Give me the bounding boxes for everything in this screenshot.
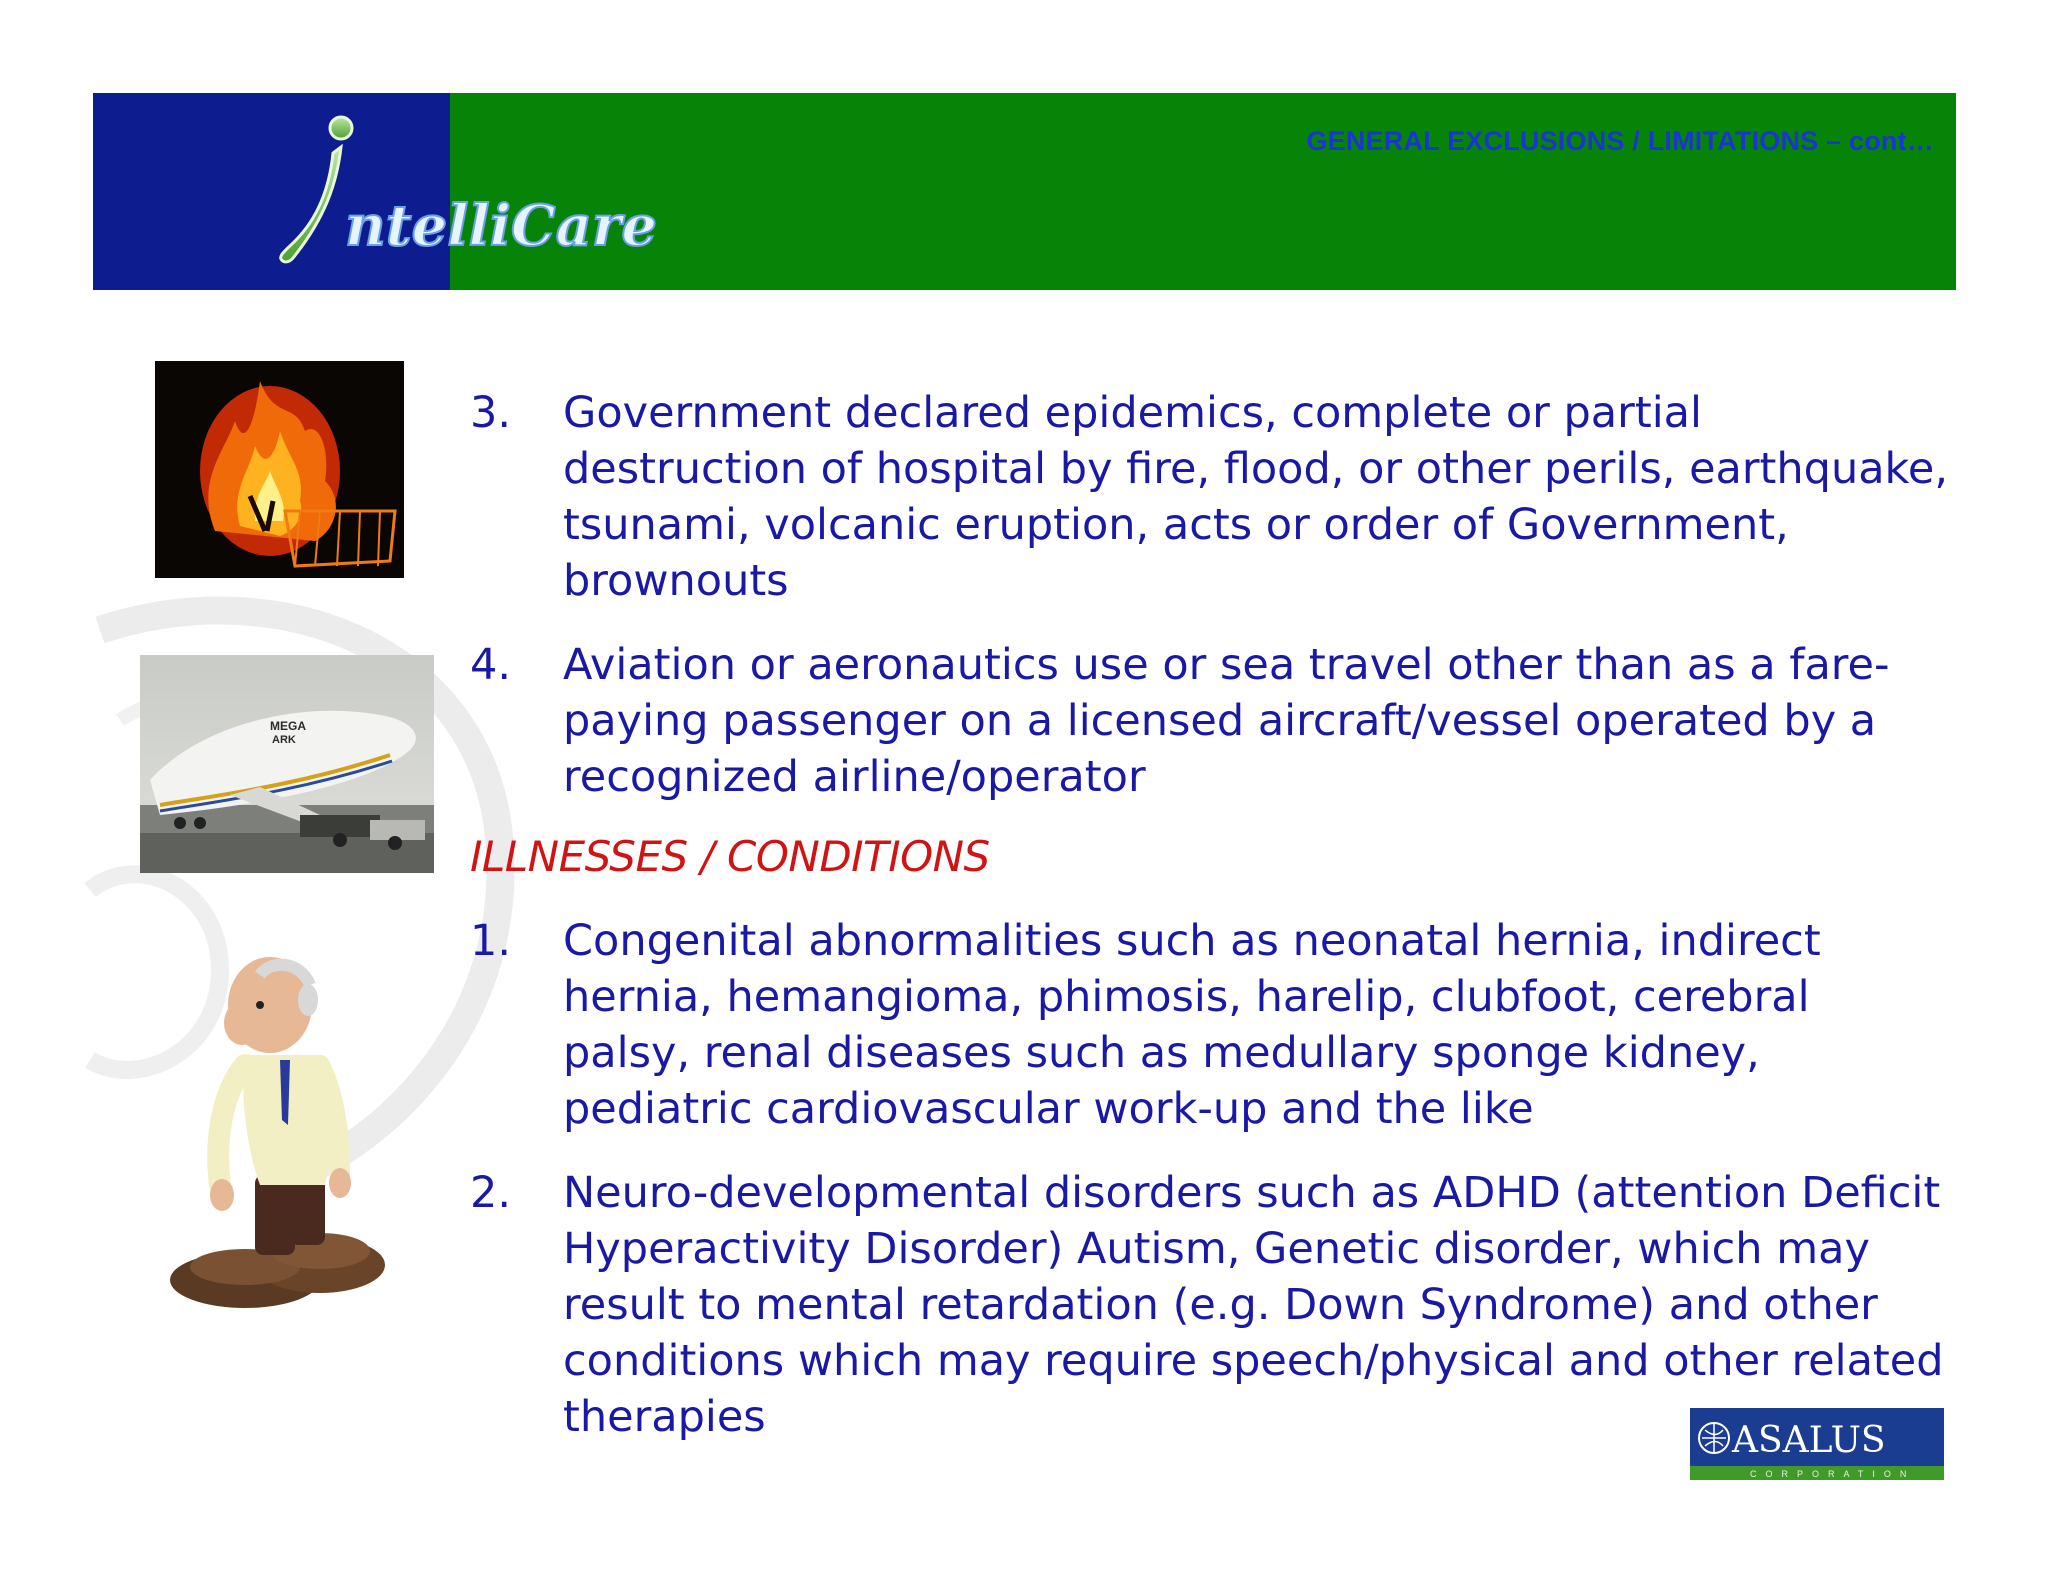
exclusion-item	[470, 385, 1950, 609]
condition-item	[470, 913, 1950, 1137]
item-number: 1.	[470, 916, 512, 966]
intellicare-logo	[243, 113, 663, 283]
banner-green-panel	[450, 93, 1956, 290]
item-text: Government declared epidemics, complete or partial destruction of hospital by fire, flood, or other perils, earthquake, tsunami, volcanic eruption, acts or order of Government, brownouts	[563, 388, 1949, 606]
old-man-cartoon	[150, 945, 420, 1325]
item-text: Congenital abnormalities such as neonatal hernia, indirect hernia, hemangioma, phimosis, harelip, clubfoot, cerebral palsy, renal diseases such as medullary sponge kidney, pediatric cardiovascular work-up and the like	[563, 916, 1821, 1134]
logo-wordmark: ntelliCare	[345, 193, 658, 259]
svg-text:ARK: ARK	[272, 734, 296, 746]
svg-text:ASALUS: ASALUS	[1732, 1420, 1886, 1461]
content-area	[470, 385, 1950, 1473]
item-text: Neuro-developmental disorders such as ADHD (attention Deficit Hyperactivity Disorder) Autism, Genetic disorder, which may result to mental retardation (e.g. Down Syndrome) and other conditions which may require speech/physical and other related therapies	[563, 1168, 1944, 1442]
item-number: 4.	[470, 640, 512, 690]
exclusion-item	[470, 637, 1950, 805]
page-title: GENERAL EXCLUSIONS / LIMITATIONS – cont…	[1306, 126, 1934, 156]
airplane-photo	[140, 655, 434, 873]
svg-text:CORPORATION: CORPORATION	[1750, 1469, 1916, 1479]
item-text: Aviation or aeronautics use or sea travel other than as a fare-paying passenger on a licensed aircraft/vessel operated by a recognized airline/operator	[563, 640, 1890, 802]
condition-item	[470, 1165, 1950, 1445]
section-heading: ILLNESSES / CONDITIONS	[470, 832, 990, 881]
header-banner	[93, 93, 1956, 290]
svg-text:MEGA: MEGA	[270, 719, 306, 733]
item-number: 2.	[470, 1168, 512, 1218]
item-number: 3.	[470, 388, 512, 438]
asalus-logo	[1690, 1408, 1944, 1480]
fire-photo	[155, 361, 404, 578]
